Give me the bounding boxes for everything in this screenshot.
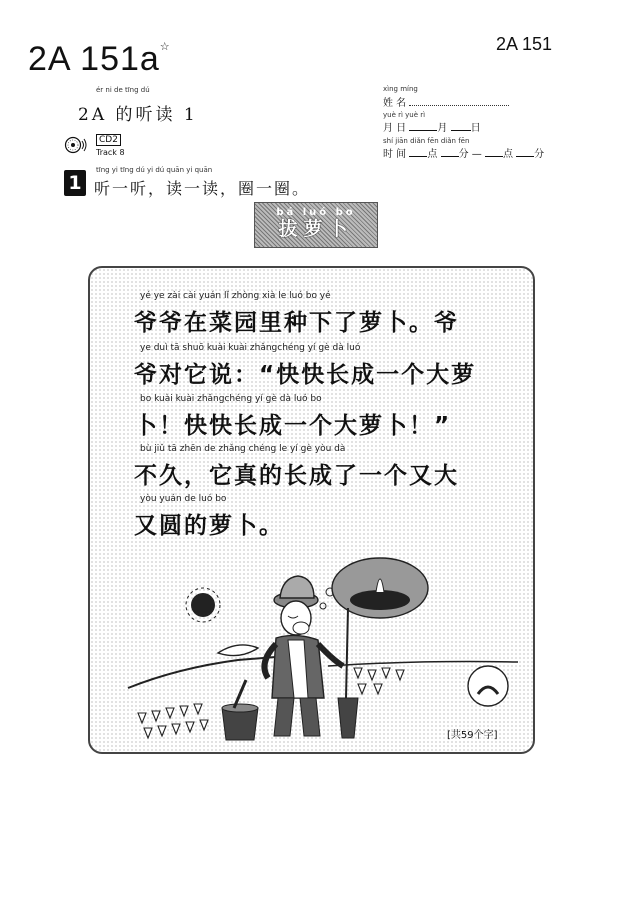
- day-label: 日: [470, 123, 481, 134]
- date-row: [383, 121, 481, 134]
- time-dash: —: [471, 149, 482, 160]
- time-row: [383, 147, 544, 160]
- cd-label: CD2: [96, 134, 121, 146]
- worksheet-code-text: 2A 151a: [28, 40, 160, 78]
- instruction-pinyin: tīng yi tīng dú yi dú quān yi quān: [96, 166, 213, 174]
- end-minute-label: 分: [534, 149, 545, 160]
- story-title-pinyin: bá luó bo: [276, 207, 356, 218]
- day-field[interactable]: [451, 121, 471, 131]
- farmer-figure: [264, 576, 343, 736]
- story-line-2-pinyin: ye duì tā shuō kuài kuài zhǎngchéng yí gè dà luó: [140, 343, 361, 353]
- name-label: 姓 名: [383, 98, 407, 109]
- exercise-number-badge: 1: [64, 170, 86, 196]
- cd-icon: [64, 136, 88, 154]
- story-line-5-pinyin: yòu yuán de luó bo: [140, 494, 227, 504]
- track-label: Track 8: [96, 148, 125, 157]
- month-label: 月: [437, 123, 448, 134]
- character-count: [共59个字]: [447, 730, 498, 741]
- start-minute-label: 分: [458, 149, 469, 160]
- title-pinyin: ér ni de tīng dú: [96, 86, 150, 94]
- date-label: 月 日: [383, 123, 407, 134]
- story-line-2: 爷对它说：“快快长成一个大萝: [134, 362, 477, 388]
- farmer-carrot-illustration: [118, 548, 528, 748]
- story-line-3: 卜！快快长成一个大萝卜！”: [134, 413, 452, 439]
- worksheet-title: 2A 的听读 1: [78, 105, 198, 125]
- start-minute-field[interactable]: [441, 147, 459, 157]
- student-info-form: [383, 86, 583, 166]
- instruction-text: 听一听，读一读，圈一圈。: [94, 179, 311, 198]
- story-line-4-pinyin: bù jiǔ tā zhēn de zhǎng chéng le yí gè yòu dà: [140, 444, 346, 454]
- month-field[interactable]: [409, 121, 437, 131]
- sun-icon: [186, 588, 220, 622]
- name-pinyin: xìng míng: [383, 85, 418, 93]
- end-hour-label: 点: [502, 149, 513, 160]
- name-row: [383, 95, 509, 109]
- story-title: 拔萝卜: [278, 218, 354, 240]
- end-hour-field[interactable]: [485, 147, 503, 157]
- time-label: 时 间: [383, 149, 407, 160]
- star-icon: ☆: [159, 41, 171, 53]
- story-line-1: 爷爷在菜园里种下了萝卜。爷: [134, 310, 459, 336]
- worksheet-code: [28, 40, 171, 79]
- time-pinyin: shí jiān diǎn fēn diǎn fēn: [383, 137, 470, 145]
- story-line-1-pinyin: yé ye zài cài yuán lǐ zhòng xià le luó bo yé: [140, 291, 331, 301]
- thought-bubble: [320, 558, 428, 618]
- name-field[interactable]: [409, 95, 509, 106]
- story-line-3-pinyin: bo kuài kuài zhǎngchéng yí gè dà luó bo: [140, 394, 322, 404]
- worksheet-code-right: 2A 151: [496, 34, 553, 54]
- story-line-4: 不久，它真的长成了一个又大: [134, 463, 459, 489]
- start-hour-field[interactable]: [409, 147, 427, 157]
- mascot-face-icon: [468, 666, 508, 706]
- story-line-5: 又圆的萝卜。: [134, 513, 284, 539]
- start-hour-label: 点: [427, 149, 438, 160]
- date-pinyin: yuè rì yuè rì: [383, 111, 426, 119]
- end-minute-field[interactable]: [516, 147, 534, 157]
- story-title-box: [254, 202, 378, 248]
- bucket-icon: [222, 680, 258, 740]
